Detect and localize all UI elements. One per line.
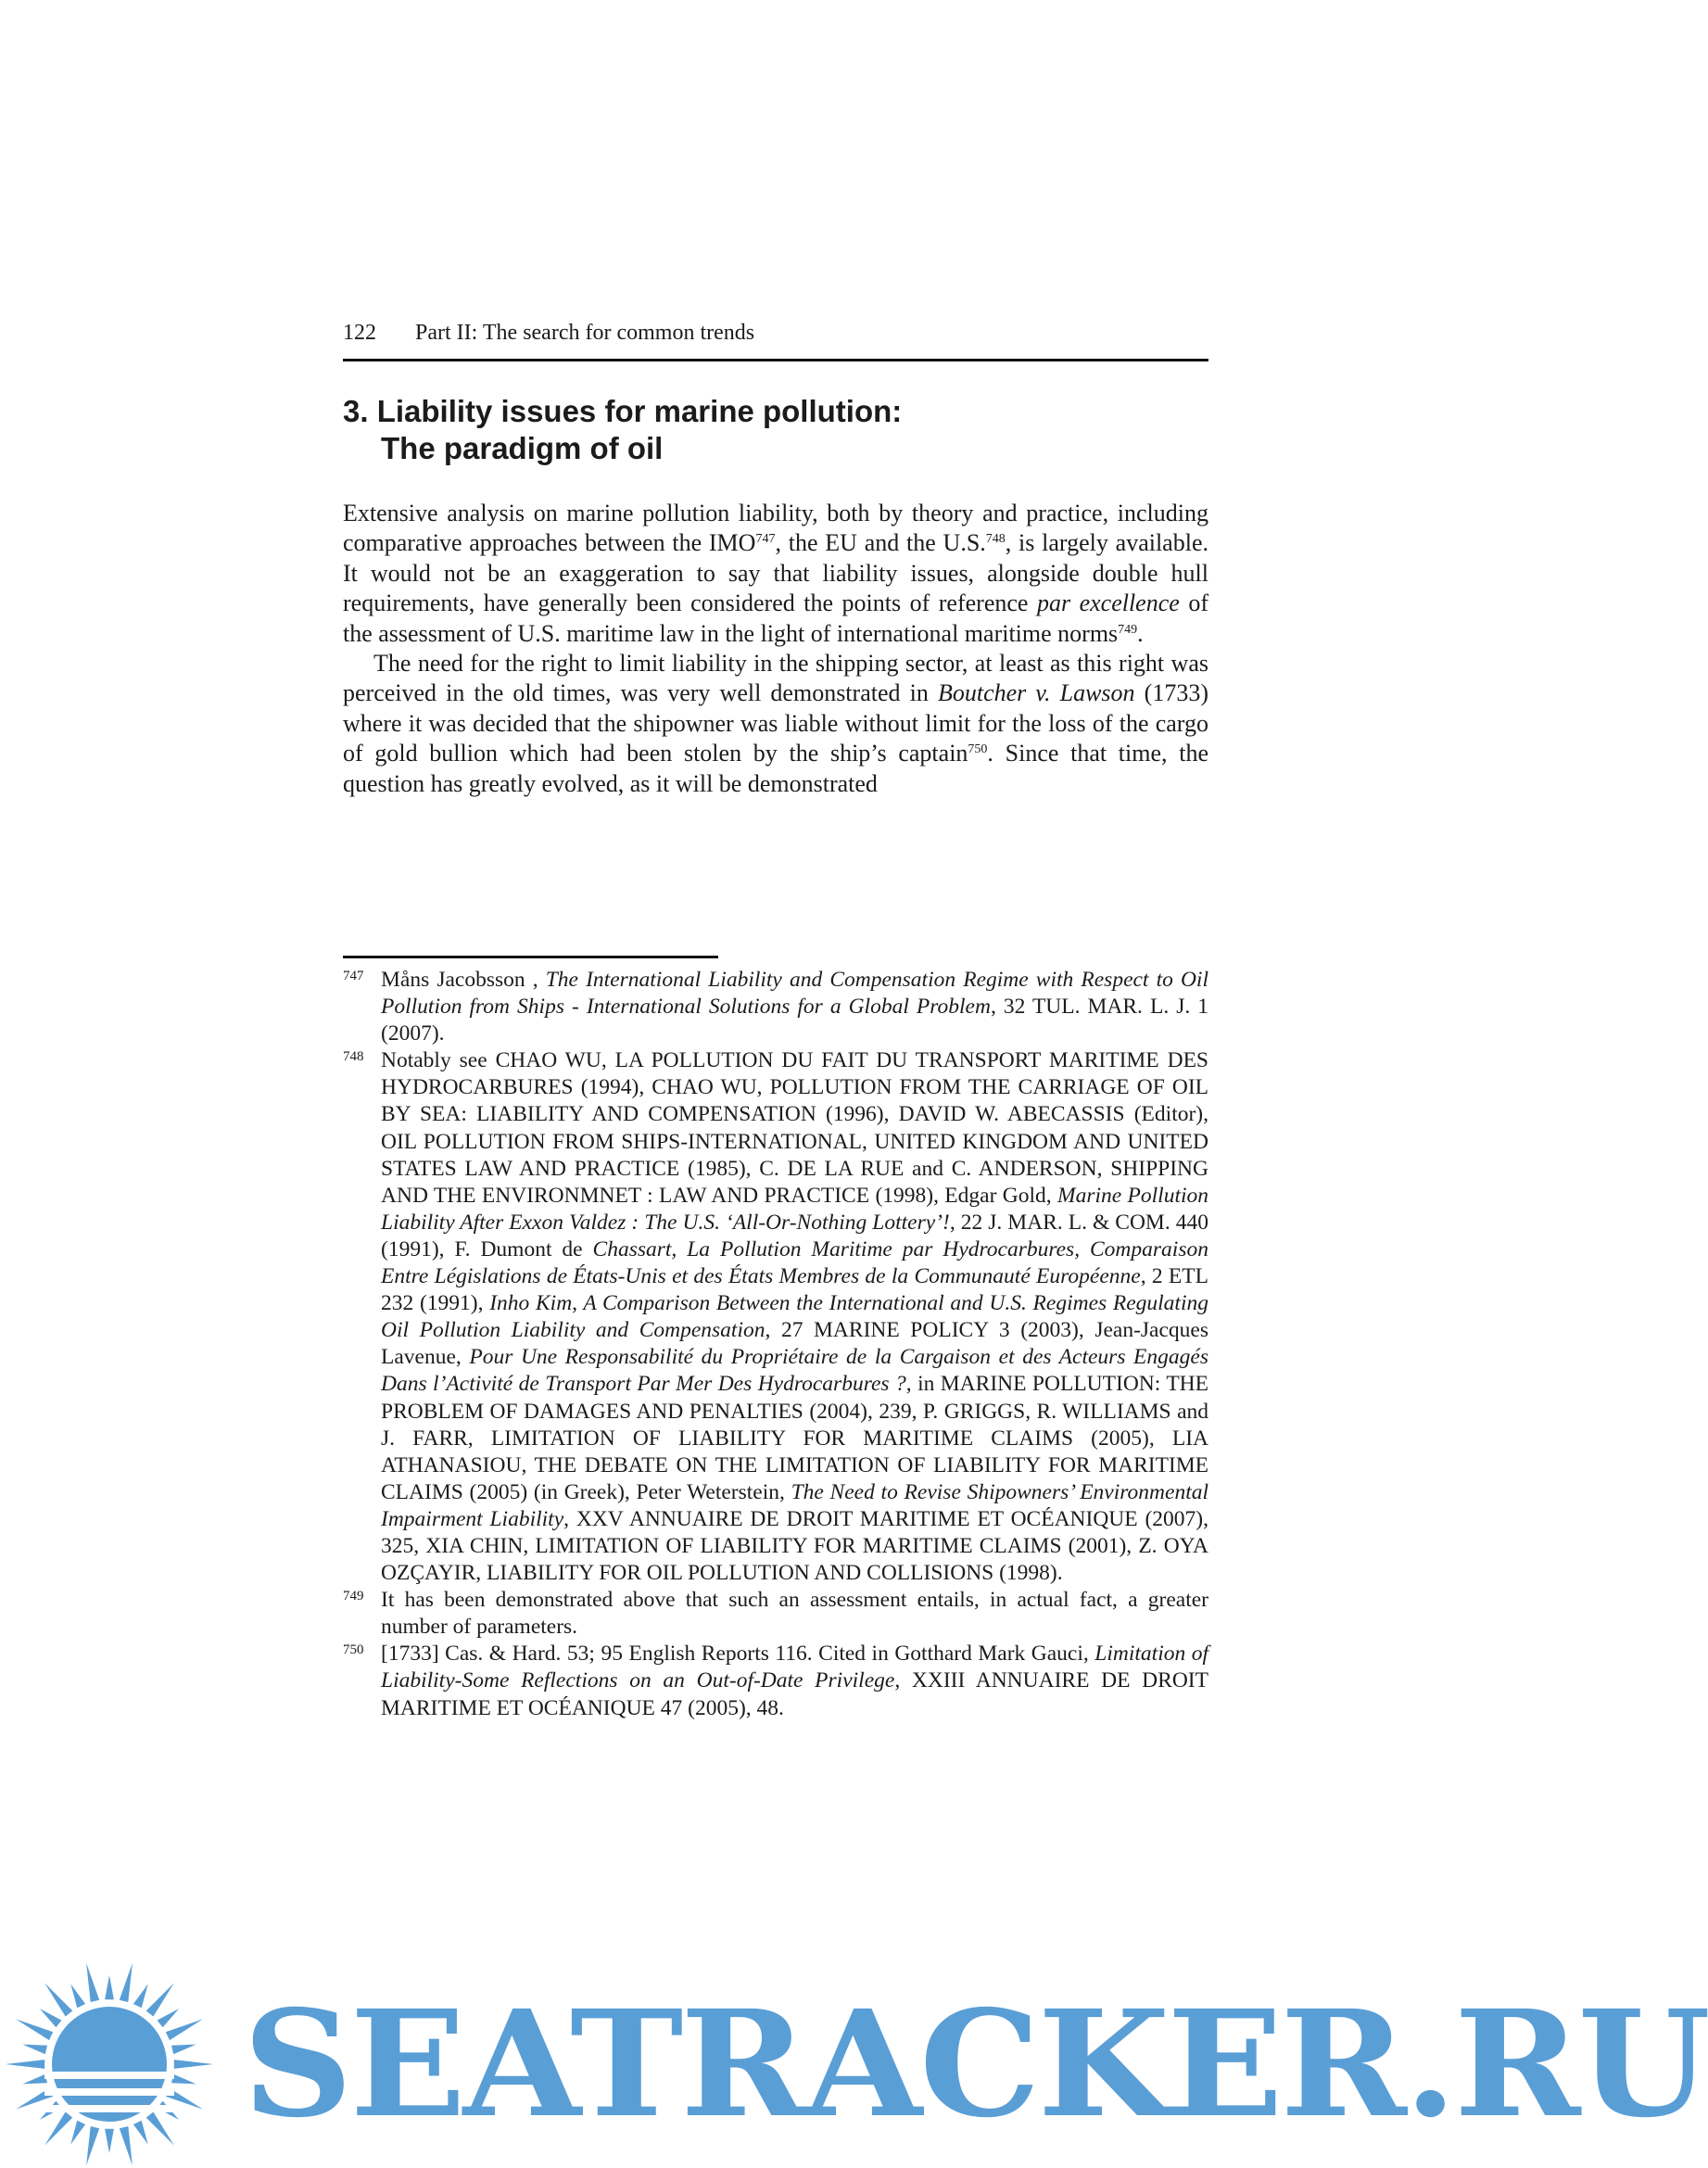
sun-ray [166, 2019, 203, 2040]
sun-ray [40, 2009, 62, 2027]
footnote-separator [343, 956, 718, 958]
sun-ray [120, 2126, 133, 2165]
sun-ray [22, 2074, 47, 2085]
running-header [343, 318, 1208, 361]
footnote-number: 748 [343, 1049, 364, 1065]
footnotes [343, 967, 1208, 1722]
sun-ray [133, 2121, 148, 2145]
sun-ray [16, 2019, 53, 2040]
sun-ray [133, 1984, 148, 2009]
sun-ray [146, 1983, 174, 2016]
sun-icon [6, 1963, 213, 2165]
sun-ray [120, 1963, 133, 2002]
body-text [343, 499, 1208, 799]
sun-ray [171, 2045, 196, 2055]
sun-ray [105, 1975, 114, 1999]
footnote-748: 748 Notably see CHAO WU, LA POLLUTION DU FAIT DU TRANSPORT MARITIME DES HYDROCARBURES (1994), CHAO WU, POLLUTION FROM THE CARRIAGE OF OIL BY SEA: LIABILITY AND COMPENSATION (1996), DAVID W. ABECASSIS (Editor), OIL POLLUTION FROM SHIPS-INTERNATIONAL, UNITED KINGDOM AND UNITED STATES LAW AND PRACTICE (1985), C. DE LA RUE and C. ANDERSON, SHIPPING AND THE ENVIRONMNET : LAW AND PRACTICE (1998), Edgar Gold, Marine Pollution Liability After Exxon Valdez : The U.S. ‘All-Or-Nothing Lottery’!, 22 J. MAR. L. & COM. 440 (1991), F. Dumont de Chassart, La Pollution Maritime par Hydrocarbures, Comparaison Entre Législations de États-Unis et des États Membres de la Communauté Européenne, 2 ETL 232 (1991), Inho Kim, A Comparison Between the International and U.S. Regimes Regulating Oil Pollution Liability and Compensation, 27 MARINE POLICY 3 (2003), Jean-Jacques Lavenue, Pour Une Responsabilité du Propriétaire de la Cargaison et des Acteurs Engagés Dans l’Activité de Transport Par Mer Des Hydrocarbures ?, in MARINE POLLUTION: THE PROBLEM OF DAMAGES AND PENALTIES (2004), 239, P. GRIGGS, R. WILLIAMS and J. FARR, LIMITATION OF LIABILITY FOR MARITIME CLAIMS (2005), LIA ATHANASIOU, THE DEBATE ON THE LIMITATION OF LIABILITY FOR MARITIME CLAIMS (2005) (in Greek), Peter Weterstein, The Need to Revise Shipowners’ Environmental Impairment Liability, XXV ANNUAIRE DE DROIT MARITIME ET OCÉANIQUE (2007), 325, XIA CHIN, LIMITATION OF LIABILITY FOR MARITIME CLAIMS (2001), Z. OYA OZÇAYIR, LIABILITY FOR OIL POLLUTION AND COLLISIONS (1998). [343, 1047, 1208, 1587]
sun-ray [86, 2126, 99, 2165]
sun-ray [70, 2121, 85, 2145]
sun-ray [6, 2060, 44, 2069]
footnote-number: 750 [343, 1642, 364, 1658]
sun-ray [44, 1983, 72, 2016]
footnote-750: 750 [1733] Cas. & Hard. 53; 95 English Reports 116. Cited in Gotthard Mark Gauci, Limitation of Liability-Some Reflections on an Out-of-Date Privilege, XXIII ANNUAIRE DE DROIT MARITIME ET OCÉANIQUE 47 (2005), 48. [343, 1641, 1208, 1721]
page-number: 122 [343, 321, 376, 345]
paragraph-2: The need for the right to limit liability in the shipping sector, at least as this right was perceived in the old times, was very well demonstrated in Boutcher v. Lawson (1733) where it was decided that the shipowner was liable without limit for the loss of the cargo of gold bullion which had been stolen by the ship’s captain$^{750}$. Since that time, the question has greatly evolved, as it will be demonstrated [343, 650, 1208, 797]
sun-ray [146, 2112, 174, 2146]
footnote-ref-747[interactable]: 747 [755, 532, 776, 547]
footnote-ref-748[interactable]: 748 [985, 532, 1006, 547]
watermark-text: SEATRACKER.RU [243, 1979, 1708, 2150]
chapter-title [343, 393, 1208, 467]
footnote-749: 749 It has been demonstrated above that such an assessment entails, in actual fact, a greater number of parameters. [343, 1587, 1208, 1641]
sun-ray [174, 2060, 213, 2069]
paragraph-1: Extensive analysis on marine pollution liability, both by theory and practice, including comparative approaches between the IMO$^{747}$, the EU and the U.S.$^{748}$, is largely available. It would not be an exaggeration to say that liability issues, alongside double hull requirements, have generally been considered the points of reference par excellence of the assessment of U.S. maritime law in the light of international maritime norms$^{749}$. [343, 500, 1208, 647]
sun-ray [105, 2129, 114, 2153]
sun-ray [22, 2045, 47, 2055]
footnote-ref-749[interactable]: 749 [1118, 622, 1138, 637]
sun-ray [44, 2112, 72, 2146]
footnote-number: 747 [343, 969, 364, 983]
footnote-747: 747 Måns Jacobsson , The International Liability and Compensation Regime with Respect to Oil Pollution from Ships - International Solutions for a Global Problem, 32 TUL. MAR. L. J. 1 (2007). [343, 967, 1208, 1047]
sun-ray [70, 1984, 85, 2009]
running-title: Part II: The search for common trends [415, 321, 755, 345]
sun-ray [171, 2074, 196, 2085]
footnote-number: 749 [343, 1589, 364, 1604]
chapter-title-line-1: 3. Liability issues for marine pollution: [343, 394, 903, 428]
chapter-title-line-2: The paradigm of oil [381, 431, 664, 465]
sun-ray [158, 2009, 180, 2027]
footnote-ref-750[interactable]: 750 [968, 742, 988, 757]
sun-ray [86, 1963, 99, 2002]
